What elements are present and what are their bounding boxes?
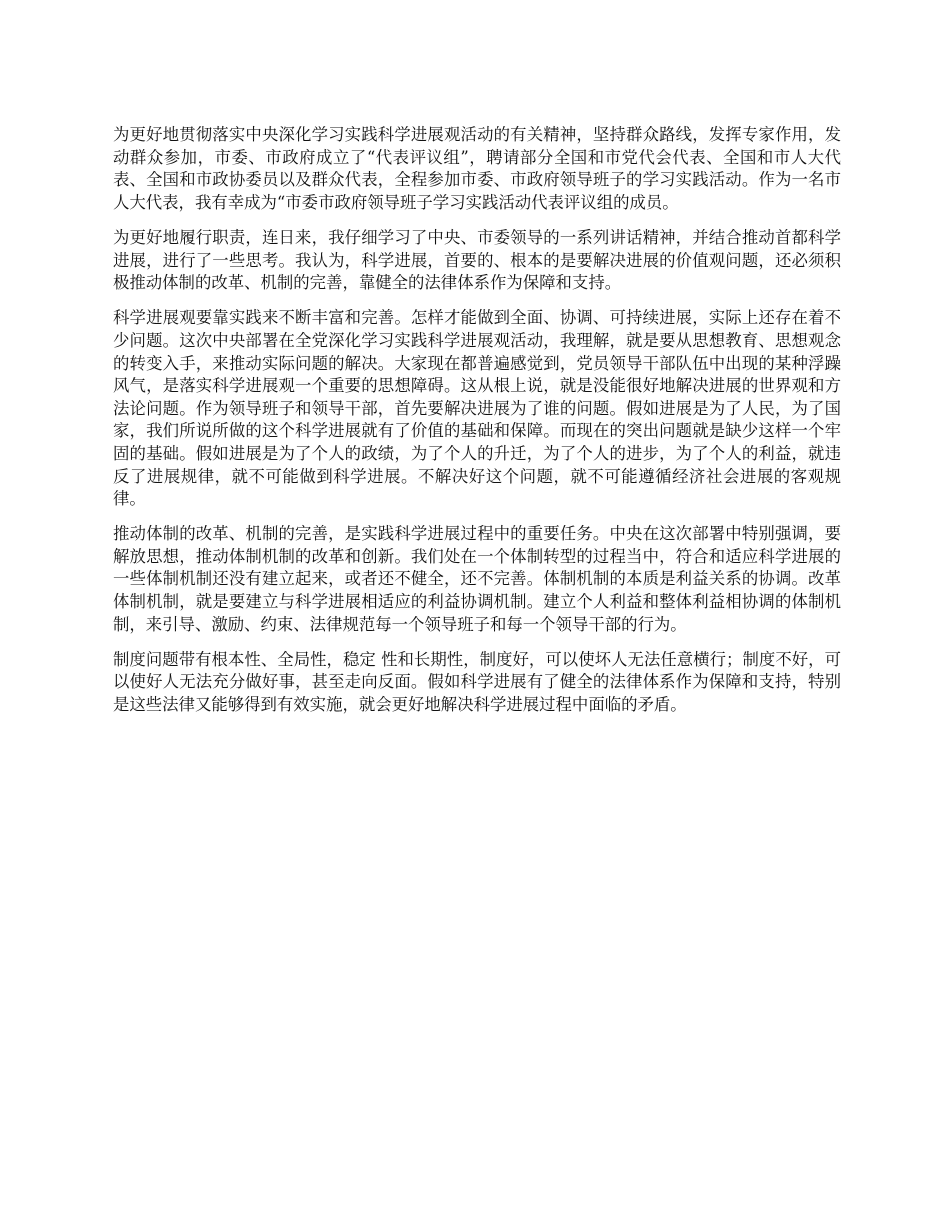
paragraph-5: 制度问题带有根本性、全局性，稳定 性和长期性，制度好，可以使坏人无法任意横行；制度不好，可以使好人无法充分做好事，甚至走向反面。假如科学进展有了健全的法律体系作为保障和支持，特别是这些法律又能够得到有效实施，就会更好地解决科学进展过程中面临的矛盾。 (113, 649, 841, 715)
paragraph-1: 为更好地贯彻落实中央深化学习实践科学进展观活动的有关精神，坚持群众路线，发挥专家作用，发动群众参加，市委、市政府成立了“代表评议组”，聘请部分全国和市党代会代表、全国和市人大代表、全国和市政协委员以及群众代表，全程参加市委、市政府领导班子的学习实践活动。作为一名市人大代表，我有幸成为“市委市政府领导班子学习实践活动代表评议组的成员。 (113, 125, 841, 212)
document-body (113, 124, 841, 729)
paragraph-3: 科学进展观要靠实践来不断丰富和完善。怎样才能做到全面、协调、可持续进展，实际上还存在着不少问题。这次中央部署在全党深化学习实践科学进展观活动，我理解，就是要从思想教育、思想观念的转变入手，来推动实际问题的解决。大家现在都普遍感觉到，党员领导干部队伍中出现的某种浮躁风气，是落实科学进展观一个重要的思想障碍。这从根上说，就是没能很好地解决进展的世界观和方法论问题。作为领导班子和领导干部，首先要解决进展为了谁的问题。假如进展是为了人民，为了国家，我们所说所做的这个科学进展就有了价值的基础和保障。而现在的突出问题就是缺少这样一个牢固的基础。假如进展是为了个人的政绩，为了个人的升迁，为了个人的进步，为了个人的利益，就违反了进展规律，就不可能做到科学进展。不解决好这个问题，就不可能遵循经济社会进展的客观规律。 (113, 308, 841, 509)
paragraph-2: 为更好地履行职责，连日来，我仔细学习了中央、市委领导的一系列讲话精神，并结合推动首都科学进展，进行了一些思考。我认为，科学进展，首要的、根本的是要解决进展的价值观问题，还必须积极推动体制的改革、机制的完善，靠健全的法律体系作为保障和支持。 (113, 227, 841, 293)
paragraph-4: 推动体制的改革、机制的完善，是实践科学进展过程中的重要任务。中央在这次部署中特别强调，要解放思想，推动体制机制的改革和创新。我们处在一个体制转型的过程当中，符合和适应科学进展的一些体制机制还没有建立起来，或者还不健全，还不完善。体制机制的本质是利益关系的协调。改革体制机制，就是要建立与科学进展相适应的利益协调机制。建立个人利益和整体利益相协调的体制机制，来引导、激励、约束、法律规范每一个领导班子和每一个领导干部的行为。 (113, 524, 841, 634)
